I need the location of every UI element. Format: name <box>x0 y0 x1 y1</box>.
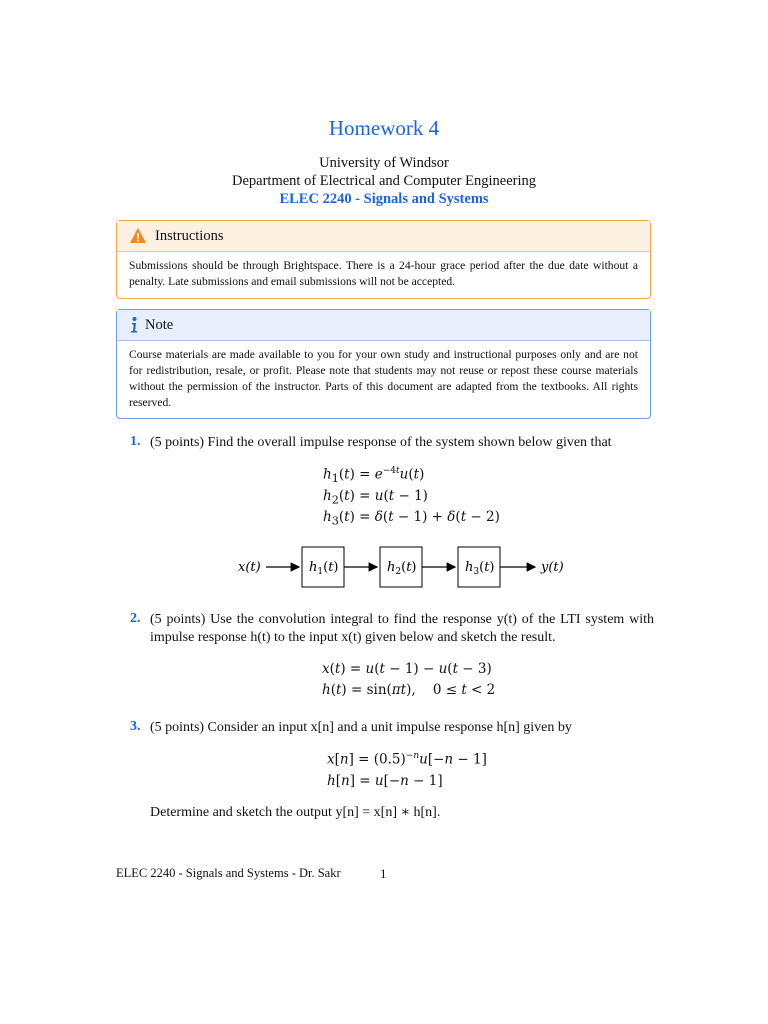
diagram-input-label: x(t) <box>238 560 261 575</box>
block-diagram <box>0 540 768 596</box>
question-1-equation-1: $h_1(t) = e^{-4t}u(t)$ <box>323 466 425 486</box>
question-2-equation-2: h(t) = sin(πt), 0 ≤ t < 2 <box>322 682 496 698</box>
question-2-text: (5 points) Use the convolution integral to find the response y(t) of the LTI system with impulse response h(t) to the input x(t) given below and sketch the result. <box>150 612 654 645</box>
block-h1-label: $h_1(t)$ <box>309 560 339 577</box>
page-number: 1 <box>380 866 387 881</box>
footer-course-info: ELEC 2240 - Signals and Systems - Dr. Sakr <box>116 866 341 880</box>
instructions-heading: Instructions <box>155 227 224 244</box>
instructions-text: Submissions should be through Brightspace. There is a 24-hour grace period after the due date without a penalty. Late submissions and email submissions will not be accepted. <box>129 259 638 288</box>
question-1-equation-2: $h_2(t) = u(t - 1)$ <box>323 488 428 507</box>
note-text: Course materials are made available to you for your own study and instructional purposes only and are not for redistribution, resale, or profit. Please note that students may not reuse or repost these course materials without the permission of the instructor. Parts of this document are adapted from the textbooks. All rights reserved. <box>129 348 638 409</box>
note-header <box>117 310 650 341</box>
info-icon <box>129 316 139 334</box>
question-2-equation-1: x(t) = u(t − 1) − u(t − 3) <box>322 661 492 677</box>
question-2-number: 2. <box>130 611 141 626</box>
question-3-followup: Determine and sketch the output y[n] = x[n] ∗ h[n]. <box>150 805 441 820</box>
instructions-header <box>117 221 650 252</box>
question-1-number: 1. <box>130 434 141 449</box>
question-3-equation-1: $x[n] = (0.5)^{-n}u[-n - 1]$ <box>327 751 487 768</box>
instructions-box <box>116 220 651 299</box>
question-3-equation-2: h[n] = u[−n − 1] <box>327 773 443 789</box>
department-name: Department of Electrical and Computer Engineering <box>232 173 536 189</box>
question-1-text: (5 points) Find the overall impulse response of the system shown below given that <box>150 435 612 450</box>
block-h2-label: $h_2(t)$ <box>387 560 417 577</box>
course-name: ELEC 2240 - Signals and Systems <box>279 191 489 207</box>
question-3-number: 3. <box>130 719 141 734</box>
university-name: University of Windsor <box>319 155 449 171</box>
question-3-text: (5 points) Consider an input x[n] and a unit impulse response h[n] given by <box>150 720 572 735</box>
block-h3-label: $h_3(t)$ <box>465 560 495 577</box>
question-1-equation-3: $h_3(t) = \delta(t - 1) + \delta(t - 2)$ <box>323 509 500 528</box>
page-title: Homework 4 <box>328 116 440 140</box>
diagram-output-label: y(t) <box>541 560 564 575</box>
note-box <box>116 309 651 419</box>
note-heading: Note <box>145 316 174 333</box>
warning-icon <box>129 227 147 245</box>
